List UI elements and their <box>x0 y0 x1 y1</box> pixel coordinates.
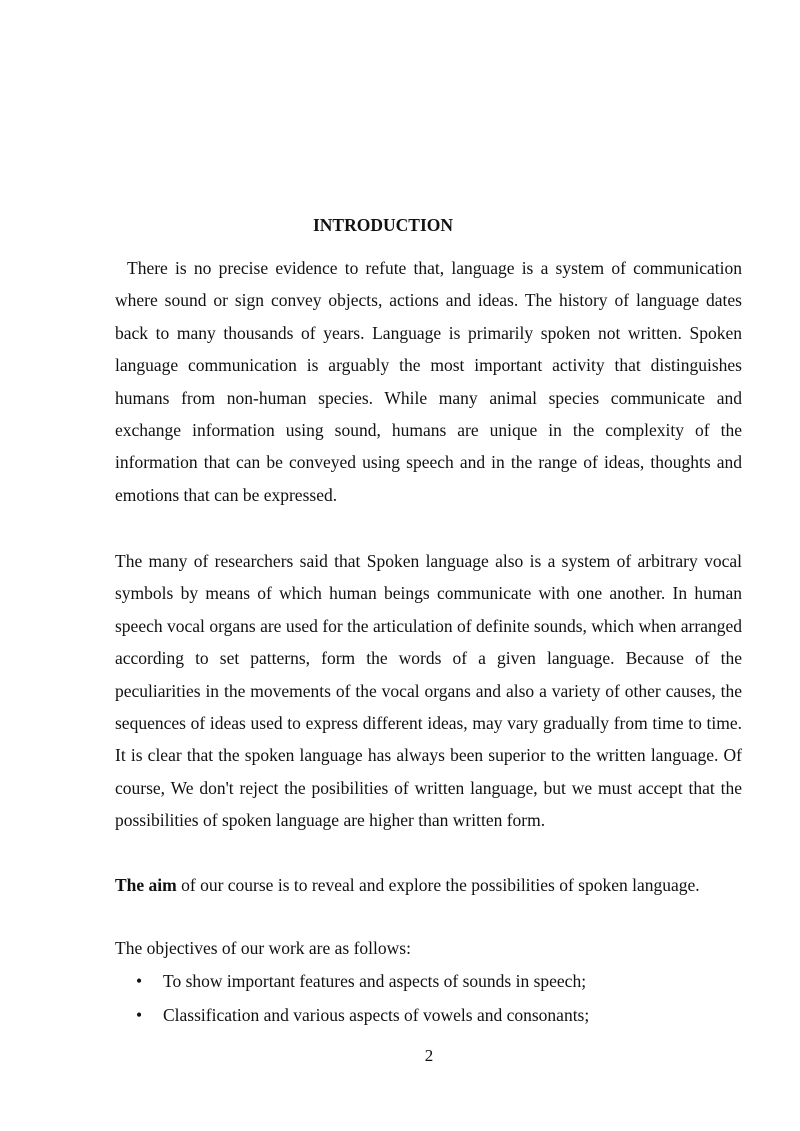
bullet-icon: • <box>136 971 143 991</box>
aim-text: of our course is to reveal and explore the possibilities of spoken language. <box>176 875 700 895</box>
researchers-paragraph: The many of researchers said that Spoken language also is a system of arbitrary vocal symbols by means of which human beings communicate with one another. In human speech vocal organs are used for the articulation of definite sounds, which when arranged according to set patterns, form the words of a given language. Because of the peculiarities in the movements of the vocal organs and also a variety of other causes, the sequences of ideas used to express different ideas, may vary gradually from time to time. It is clear that the spoken language has always been superior to the written language. Of course, We don't reject the posibilities of written language, but we must accept that the possibilities of spoken language are higher than written form. <box>115 551 742 831</box>
intro-paragraph: There is no precise evidence to refute that, language is a system of communication where sound or sign convey objects, actions and ideas. The history of language dates back to many thousands of years. Language is primarily spoken not written. Spoken language communication is arguably the most important activity that distinguishes humans from non-human species. While many animal species communicate and exchange information using sound, humans are unique in the complexity of the information that can be conveyed using speech and in the range of ideas, thoughts and emotions that can be expressed. <box>115 258 742 505</box>
page-number: 2 <box>424 1046 434 1065</box>
list-item-text: Classification and various aspects of vowels and consonants; <box>163 1005 590 1025</box>
section-heading: INTRODUCTION <box>312 215 454 235</box>
aim-lead: The aim <box>115 875 177 895</box>
objectives-list <box>115 964 742 1032</box>
objectives-intro: The objectives of our work are as follows: <box>115 938 411 958</box>
bullet-icon: • <box>136 1005 143 1025</box>
list-item <box>115 998 742 1032</box>
list-item-text: To show important features and aspects of sounds in speech; <box>163 971 587 991</box>
aim-paragraph <box>115 869 742 901</box>
list-item <box>115 964 742 998</box>
